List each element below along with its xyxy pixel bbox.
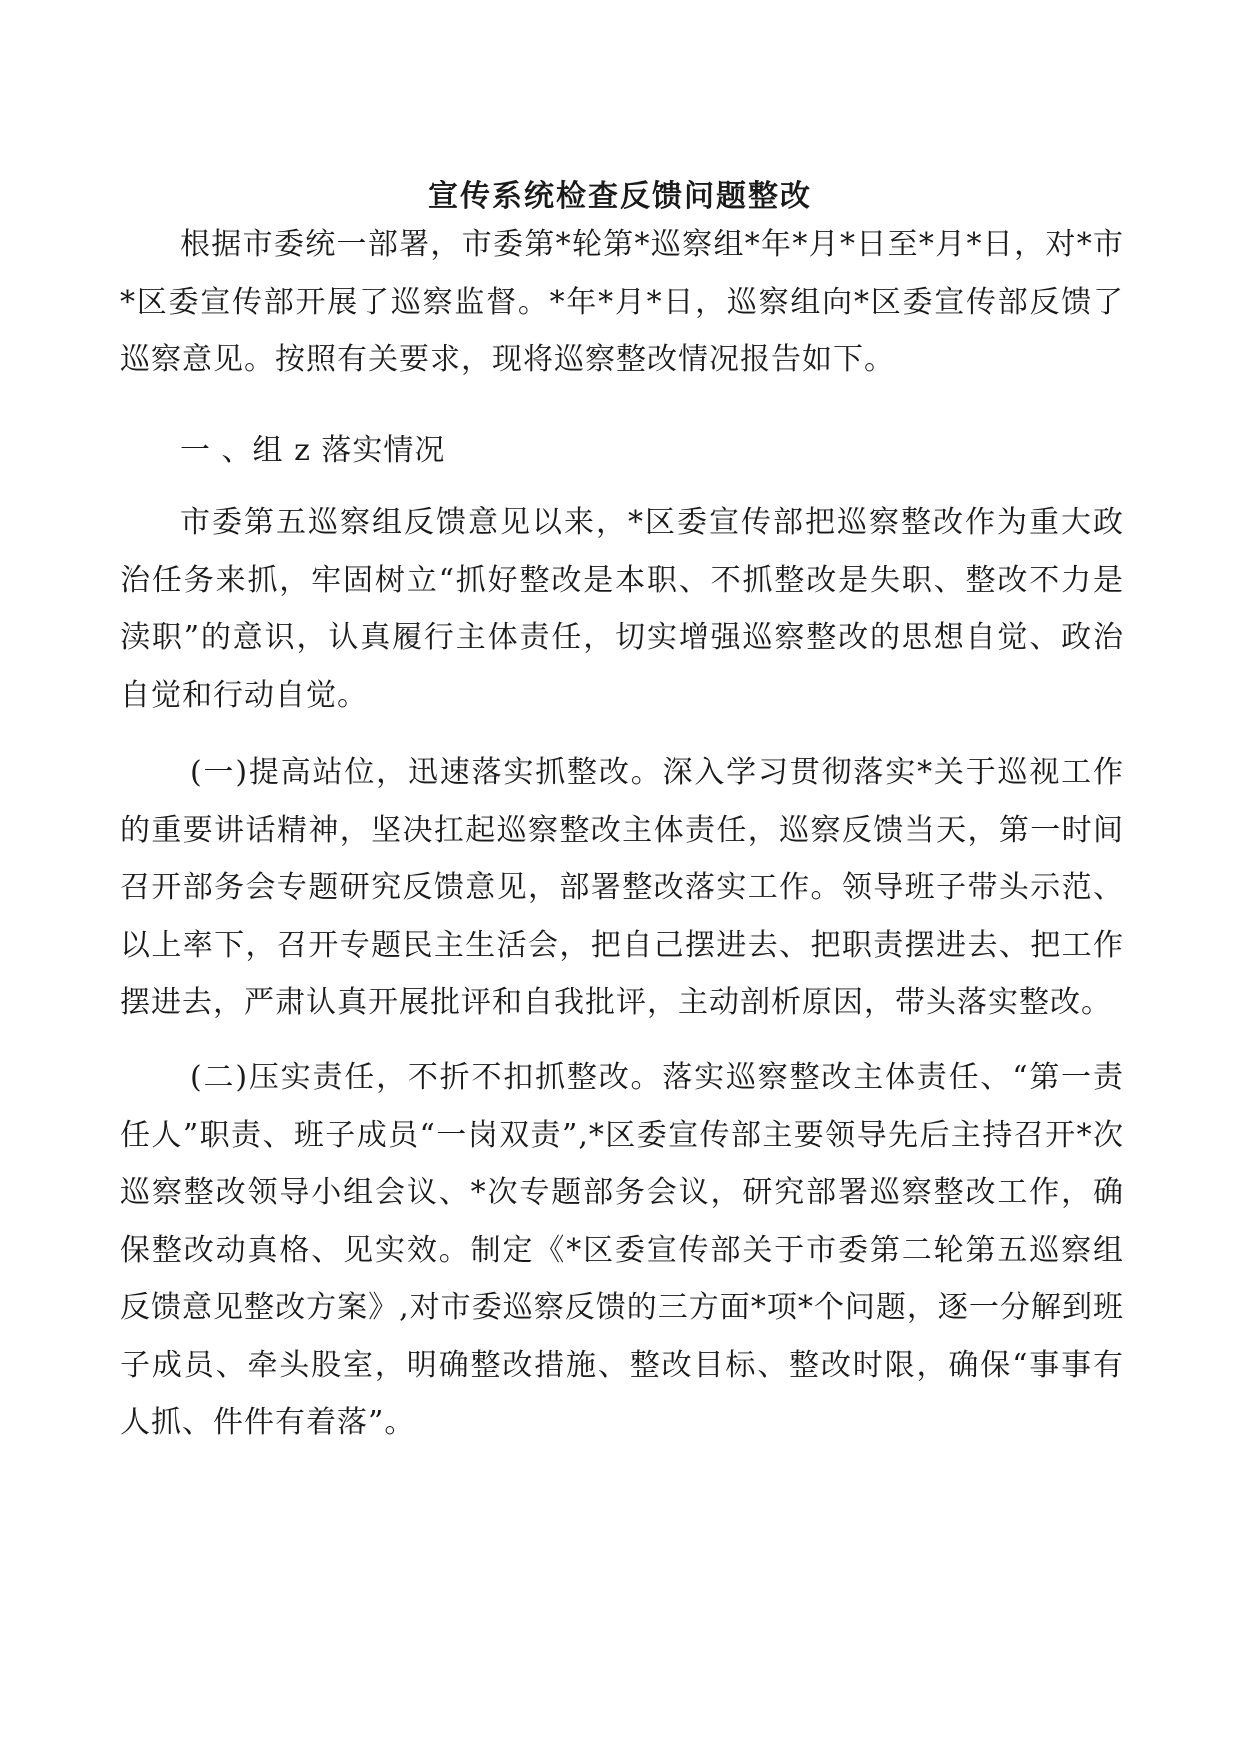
section-paragraph: 市委第五巡察组反馈意见以来，*区委宣传部把巡察整改作为重大政治任务来抓，牢固树立“抓好整改是本职、不抓整改是失职、整改不力是渎职”的意识，认真履行主体责任，切实增强巡察整改的思想自觉、政治自觉和行动自觉。	[120, 505, 1124, 713]
subsection-paragraph-2: (二)压实责任，不折不扣抓整改。落实巡察整改主体责任、“第一责任人”职责、班子成员“一岗双责”,*区委宣传部主要领导先后主持召开*次巡察整改领导小组会议、*次专题部务会议，研究部署巡察整改工作，确保整改动真格、见实效。制定《*区委宣传部关于市委第二轮第五巡察组反馈意见整改方案》,对市委巡察反馈的三方面*项*个问题，逐一分解到班子成员、牵头股室，明确整改措施、整改目标、整改时限，确保“事事有人抓、件件有着落”。	[120, 1060, 1124, 1440]
subsection-paragraph-1: (一)提高站位，迅速落实抓整改。深入学习贯彻落实*关于巡视工作的重要讲话精神，坚决扛起巡察整改主体责任，巡察反馈当天，第一时间召开部务会专题研究反馈意见，部署整改落实工作。领导班子带头示范、以上率下，召开专题民主生活会，把自己摆进去、把职责摆进去、把工作摆进去，严肃认真开展批评和自我批评，主动剖析原因，带头落实整改。	[120, 755, 1124, 1020]
intro-paragraph: 根据市委统一部署，市委第*轮第*巡察组*年*月*日至*月*日，对*市*区委宣传部开展了巡察监督。*年*月*日，巡察组向*区委宣传部反馈了巡察意见。按照有关要求，现将巡察整改情况报告如下。	[120, 227, 1124, 377]
document-title: 宣传系统检查反馈问题整改	[428, 179, 812, 214]
section-heading: 一 、组 z 落实情况	[180, 433, 446, 468]
